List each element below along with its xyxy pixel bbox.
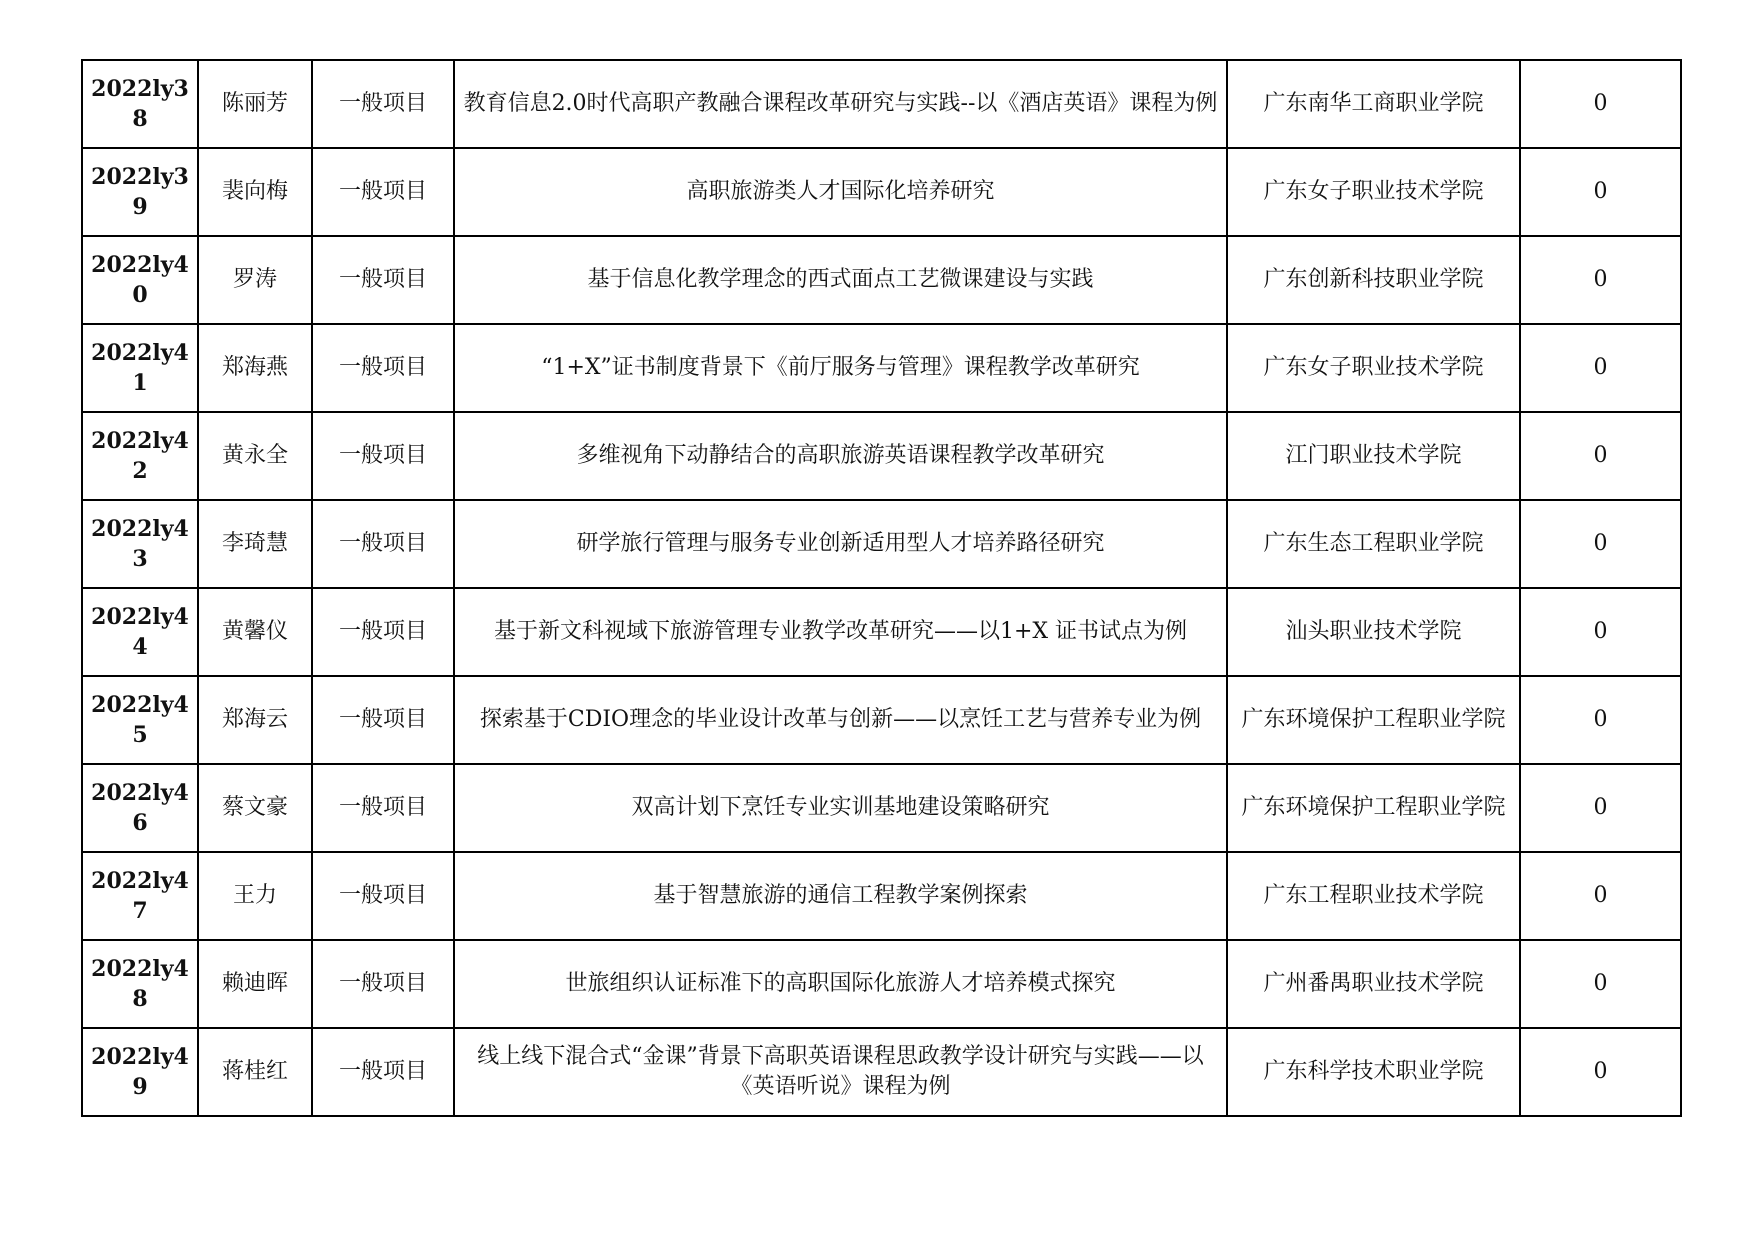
project-title-cell: 教育信息2.0时代高职产教融合课程改革研究与实践--以《酒店英语》课程为例 xyxy=(454,60,1227,148)
project-id-cell: 2022ly48 xyxy=(82,940,198,1028)
project-id-cell: 2022ly45 xyxy=(82,676,198,764)
project-type-cell: 一般项目 xyxy=(312,236,454,324)
institution-cell: 广东环境保护工程职业学院 xyxy=(1227,676,1520,764)
table-row xyxy=(82,764,1681,852)
table-row xyxy=(82,324,1681,412)
funding-cell: 0 xyxy=(1520,940,1681,1028)
leader-name-cell: 李琦慧 xyxy=(198,500,312,588)
project-title-cell: 线上线下混合式“金课”背景下高职英语课程思政教学设计研究与实践——以《英语听说》课程为例 xyxy=(454,1028,1227,1116)
funding-cell: 0 xyxy=(1520,676,1681,764)
leader-name-cell: 裴向梅 xyxy=(198,148,312,236)
table-row xyxy=(82,1028,1681,1116)
table-body xyxy=(82,60,1681,1116)
project-title-cell: 基于新文科视域下旅游管理专业教学改革研究——以1+X 证书试点为例 xyxy=(454,588,1227,676)
project-id-cell: 2022ly46 xyxy=(82,764,198,852)
table-row xyxy=(82,940,1681,1028)
institution-cell: 广东创新科技职业学院 xyxy=(1227,236,1520,324)
project-title-cell: 基于智慧旅游的通信工程教学案例探索 xyxy=(454,852,1227,940)
institution-cell: 广东女子职业技术学院 xyxy=(1227,148,1520,236)
institution-cell: 广东南华工商职业学院 xyxy=(1227,60,1520,148)
leader-name-cell: 赖迪晖 xyxy=(198,940,312,1028)
project-id-cell: 2022ly41 xyxy=(82,324,198,412)
project-id-cell: 2022ly42 xyxy=(82,412,198,500)
funding-cell: 0 xyxy=(1520,236,1681,324)
project-type-cell: 一般项目 xyxy=(312,324,454,412)
funding-cell: 0 xyxy=(1520,588,1681,676)
table-row xyxy=(82,412,1681,500)
project-title-cell: 世旅组织认证标准下的高职国际化旅游人才培养模式探究 xyxy=(454,940,1227,1028)
funding-cell: 0 xyxy=(1520,148,1681,236)
table-row xyxy=(82,148,1681,236)
leader-name-cell: 陈丽芳 xyxy=(198,60,312,148)
project-id-cell: 2022ly39 xyxy=(82,148,198,236)
funding-cell: 0 xyxy=(1520,412,1681,500)
project-type-cell: 一般项目 xyxy=(312,852,454,940)
project-type-cell: 一般项目 xyxy=(312,588,454,676)
project-id-cell: 2022ly47 xyxy=(82,852,198,940)
institution-cell: 江门职业技术学院 xyxy=(1227,412,1520,500)
project-title-cell: 研学旅行管理与服务专业创新适用型人才培养路径研究 xyxy=(454,500,1227,588)
project-title-cell: 双高计划下烹饪专业实训基地建设策略研究 xyxy=(454,764,1227,852)
institution-cell: 广东生态工程职业学院 xyxy=(1227,500,1520,588)
funding-cell: 0 xyxy=(1520,764,1681,852)
funding-cell: 0 xyxy=(1520,500,1681,588)
project-id-cell: 2022ly40 xyxy=(82,236,198,324)
leader-name-cell: 郑海燕 xyxy=(198,324,312,412)
funding-cell: 0 xyxy=(1520,324,1681,412)
project-table xyxy=(81,59,1682,1117)
project-title-cell: 基于信息化教学理念的西式面点工艺微课建设与实践 xyxy=(454,236,1227,324)
project-type-cell: 一般项目 xyxy=(312,1028,454,1116)
institution-cell: 广东女子职业技术学院 xyxy=(1227,324,1520,412)
project-type-cell: 一般项目 xyxy=(312,764,454,852)
project-type-cell: 一般项目 xyxy=(312,148,454,236)
project-id-cell: 2022ly43 xyxy=(82,500,198,588)
project-id-cell: 2022ly49 xyxy=(82,1028,198,1116)
institution-cell: 广州番禺职业技术学院 xyxy=(1227,940,1520,1028)
table-row xyxy=(82,236,1681,324)
funding-cell: 0 xyxy=(1520,60,1681,148)
project-title-cell: 探索基于CDIO理念的毕业设计改革与创新——以烹饪工艺与营养专业为例 xyxy=(454,676,1227,764)
funding-cell: 0 xyxy=(1520,1028,1681,1116)
project-type-cell: 一般项目 xyxy=(312,412,454,500)
leader-name-cell: 王力 xyxy=(198,852,312,940)
project-title-cell: “1+X”证书制度背景下《前厅服务与管理》课程教学改革研究 xyxy=(454,324,1227,412)
project-title-cell: 多维视角下动静结合的高职旅游英语课程教学改革研究 xyxy=(454,412,1227,500)
table-row xyxy=(82,60,1681,148)
project-type-cell: 一般项目 xyxy=(312,60,454,148)
leader-name-cell: 蒋桂红 xyxy=(198,1028,312,1116)
table-row xyxy=(82,676,1681,764)
project-title-cell: 高职旅游类人才国际化培养研究 xyxy=(454,148,1227,236)
institution-cell: 广东科学技术职业学院 xyxy=(1227,1028,1520,1116)
leader-name-cell: 黄馨仪 xyxy=(198,588,312,676)
project-type-cell: 一般项目 xyxy=(312,940,454,1028)
leader-name-cell: 蔡文豪 xyxy=(198,764,312,852)
project-id-cell: 2022ly38 xyxy=(82,60,198,148)
institution-cell: 汕头职业技术学院 xyxy=(1227,588,1520,676)
institution-cell: 广东工程职业技术学院 xyxy=(1227,852,1520,940)
project-id-cell: 2022ly44 xyxy=(82,588,198,676)
leader-name-cell: 黄永全 xyxy=(198,412,312,500)
project-type-cell: 一般项目 xyxy=(312,500,454,588)
leader-name-cell: 罗涛 xyxy=(198,236,312,324)
table-row xyxy=(82,852,1681,940)
table-row xyxy=(82,588,1681,676)
funding-cell: 0 xyxy=(1520,852,1681,940)
project-type-cell: 一般项目 xyxy=(312,676,454,764)
table-row xyxy=(82,500,1681,588)
institution-cell: 广东环境保护工程职业学院 xyxy=(1227,764,1520,852)
leader-name-cell: 郑海云 xyxy=(198,676,312,764)
